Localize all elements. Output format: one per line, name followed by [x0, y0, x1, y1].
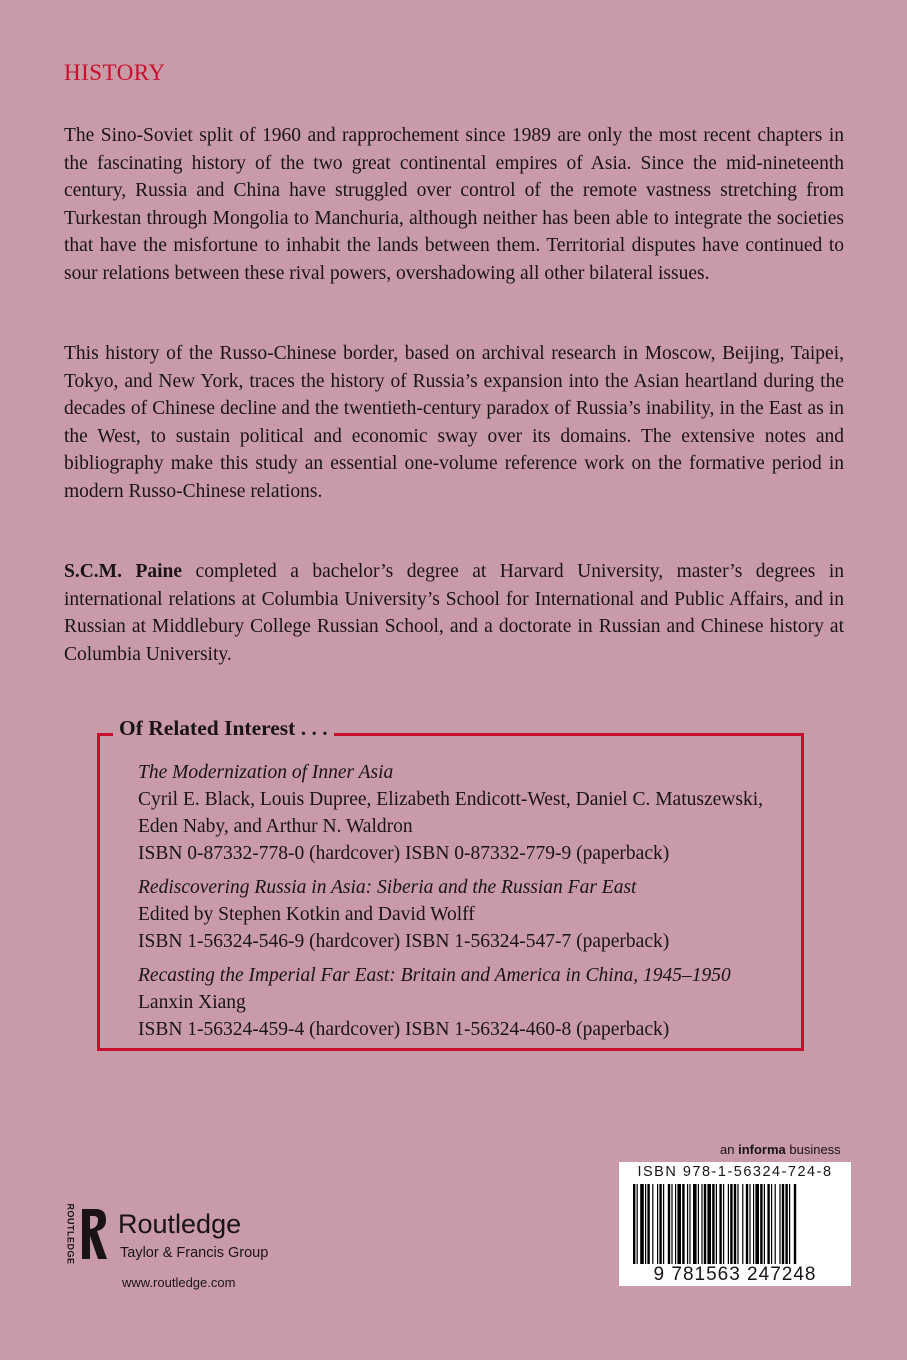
barcode-bar [728, 1184, 729, 1264]
barcode-bar [698, 1184, 699, 1264]
barcode-bar [663, 1184, 664, 1264]
barcode-bar [712, 1184, 714, 1264]
related-item-title: Rediscovering Russia in Asia: Siberia and the Russian Far East [138, 877, 637, 898]
related-item [138, 874, 798, 955]
barcode-bar [764, 1184, 765, 1264]
barcode-bar [775, 1184, 776, 1264]
informa-brand: informa [738, 1142, 786, 1157]
barcode-bar [782, 1184, 784, 1264]
barcode-bar [737, 1184, 738, 1264]
barcode-bar [789, 1184, 790, 1264]
barcode-bar [767, 1184, 769, 1264]
barcode-bar [785, 1184, 787, 1264]
barcode-bar [723, 1184, 724, 1264]
informa-suffix: business [785, 1142, 841, 1157]
related-item-title: The Modernization of Inner Asia [138, 762, 394, 783]
barcode-bar [693, 1184, 697, 1264]
related-interest-title: Of Related Interest . . . [113, 716, 334, 741]
description-paragraph-2: This history of the Russo-Chinese border, based on archival research in Moscow, Beijing, Taipei, Tokyo, and New York, traces the history of Russia’s expansion into the Asian heartland during the decades of Chinese decline and the twentieth-century paradox of Russia’s inability, in the East as in the West, to sustain political and economic sway over its domains. The extensive notes and bibliography make this study an essential one-volume reference work on the formative period in modern Russo-Chinese relations. [64, 343, 844, 502]
barcode-bar [734, 1184, 736, 1264]
barcode-bar [645, 1184, 646, 1264]
category-label: HISTORY [64, 60, 166, 85]
barcode-bar [746, 1184, 748, 1264]
barcode-bar [779, 1184, 780, 1264]
barcode-bar [730, 1184, 732, 1264]
barcode-bar [707, 1184, 711, 1264]
barcode [619, 1162, 851, 1286]
related-item-authors: Lanxin Xiang [138, 992, 246, 1013]
informa-prefix: an [720, 1142, 739, 1157]
barcode-bar [753, 1184, 754, 1264]
barcode-bar [689, 1184, 690, 1264]
informa-tagline [720, 1142, 841, 1157]
author-bio-text: completed a bachelor’s degree at Harvard University, master’s degrees in international relations at Columbia University’s School for International and Public Affairs, and in Russian at Middlebury College Russian School, and a doctorate in Russian and Chinese history at Columbia University. [64, 561, 844, 665]
routledge-logo-icon [78, 1207, 108, 1261]
barcode-bar [640, 1184, 644, 1264]
barcode-bar [687, 1184, 688, 1264]
barcode-bar [716, 1184, 717, 1264]
related-item-isbn: ISBN 1-56324-546-9 (hardcover) ISBN 1-56324-547-7 (paperback) [138, 931, 670, 952]
barcode-bar [668, 1184, 670, 1264]
barcode-digits: 9 781563 247248 [653, 1264, 817, 1285]
barcode-bar [671, 1184, 672, 1264]
publisher-name: Routledge [118, 1209, 242, 1239]
barcode-bar [771, 1184, 772, 1264]
related-item [138, 962, 798, 1043]
description-paragraph-1: The Sino-Soviet split of 1960 and rapprochement since 1989 are only the most recent chapters in the fascinating history of the two great continental empires of Asia. Since the mid-nineteenth century, Russia and China have struggled over control of the remote vastness stretching from Turkestan through Mongolia to Manchuria, although neither has been able to integrate the societies that have the misfortune to inhabit the lands between them. Territorial disputes have continued to sour relations between these rival powers, overshadowing all other bilateral issues. [64, 125, 844, 284]
barcode-bar [675, 1184, 676, 1264]
related-item-isbn: ISBN 1-56324-459-4 (hardcover) ISBN 1-56324-460-8 (paperback) [138, 1019, 670, 1040]
barcode-bar [701, 1184, 702, 1264]
related-item [138, 759, 798, 867]
barcode-bar [657, 1184, 658, 1264]
author-bio-paragraph [64, 558, 844, 668]
barcode-bar [659, 1184, 661, 1264]
related-item-authors: Cyril E. Black, Louis Dupree, Elizabeth Endicott-West, Daniel C. Matuszewski, Eden Naby, and Arthur N. Waldron [138, 789, 763, 837]
barcode-bar [637, 1184, 638, 1264]
barcode-bar [704, 1184, 706, 1264]
barcode-bar [719, 1184, 721, 1264]
barcode-bar [633, 1184, 635, 1264]
barcode-bar [652, 1184, 653, 1264]
barcode-bar [677, 1184, 681, 1264]
publisher-group: Taylor & Francis Group [120, 1245, 269, 1261]
barcode-bar [682, 1184, 684, 1264]
barcode-bar [647, 1184, 649, 1264]
publisher-vertical-mark [62, 1205, 76, 1267]
publisher-url: www.routledge.com [122, 1275, 236, 1290]
barcode-bar [755, 1184, 759, 1264]
barcode-bar [794, 1184, 796, 1264]
related-list [138, 759, 798, 1050]
barcode-bars [633, 1184, 845, 1264]
barcode-bar [749, 1184, 750, 1264]
publisher-vertical-text: ROUTLEDGE [65, 1203, 76, 1265]
barcode-bar [760, 1184, 762, 1264]
author-name: S.C.M. Paine [64, 561, 183, 582]
barcode-isbn-label: ISBN 978-1-56324-724-8 [637, 1164, 833, 1180]
related-item-authors: Edited by Stephen Kotkin and David Wolff [138, 904, 475, 925]
related-item-isbn: ISBN 0-87332-778-0 (hardcover) ISBN 0-87332-779-9 (paperback) [138, 843, 670, 864]
barcode-bar [742, 1184, 743, 1264]
related-item-title: Recasting the Imperial Far East: Britain and America in China, 1945–1950 [138, 965, 731, 986]
